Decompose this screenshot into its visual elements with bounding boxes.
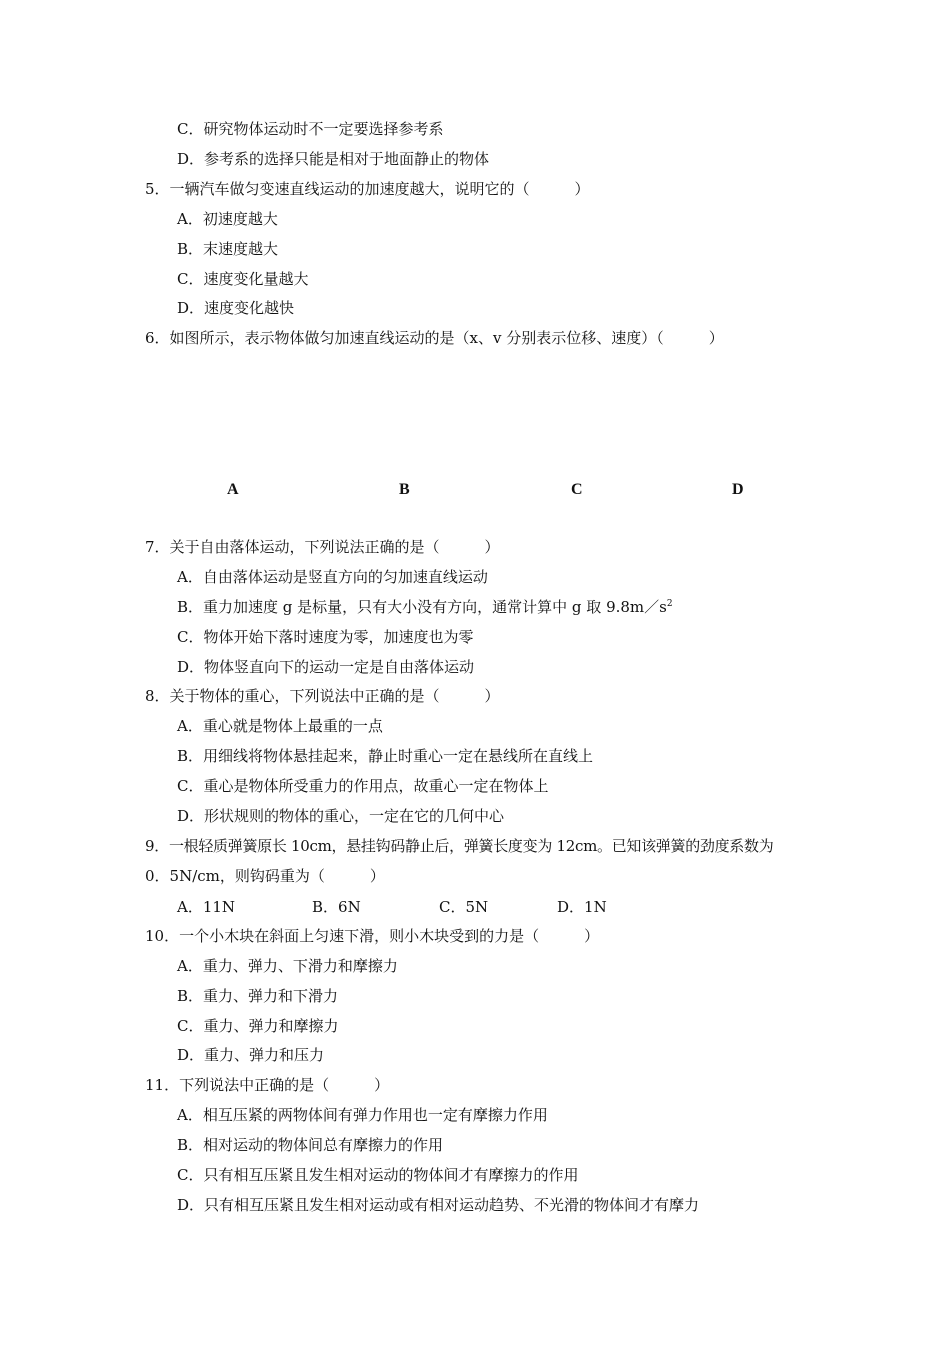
q10-option-c: C．重力、弹力和摩擦力 xyxy=(177,1017,339,1035)
q6-stem: 6．如图所示，表示物体做匀加速直线运动的是（x、v 分别表示位移、速度）（ ） xyxy=(145,329,724,347)
q9-option-b: B．6N xyxy=(312,898,361,916)
q11-option-a: A．相互压紧的两物体间有弹力作用也一定有摩擦力作用 xyxy=(177,1106,548,1124)
q8-option-a: A．重心就是物体上最重的一点 xyxy=(177,717,383,735)
q4-option-c: C．研究物体运动时不一定要选择参考系 xyxy=(177,120,444,138)
q7-option-a: A．自由落体运动是竖直方向的匀加速直线运动 xyxy=(177,568,488,586)
q11-option-c: C．只有相互压紧且发生相对运动的物体间才有摩擦力的作用 xyxy=(177,1166,579,1184)
q7-stem: 7．关于自由落体运动，下列说法正确的是（ ） xyxy=(145,538,500,556)
q4-option-d: D．参考系的选择只能是相对于地面静止的物体 xyxy=(177,150,490,168)
q9-option-c: C．5N xyxy=(439,898,489,916)
q11-stem: 11．下列说法中正确的是（ ） xyxy=(145,1076,390,1094)
q10-stem: 10．一个小木块在斜面上匀速下滑，则小木块受到的力是（ ） xyxy=(145,927,600,945)
q10-option-b: B．重力、弹力和下滑力 xyxy=(177,987,339,1005)
q7-option-d: D．物体竖直向下的运动一定是自由落体运动 xyxy=(177,658,475,676)
q7-option-b-superscript: 2 xyxy=(666,599,673,609)
q6-figure-label-b: B xyxy=(399,481,410,498)
q9-option-d: D．1N xyxy=(557,898,607,916)
q10-option-d: D．重力、弹力和压力 xyxy=(177,1046,325,1064)
q11-option-b: B．相对运动的物体间总有摩擦力的作用 xyxy=(177,1136,444,1154)
q7-option-b-text: B．重力加速度 g 是标量，只有大小没有方向，通常计算中 g 取 9.8m／s xyxy=(177,598,667,616)
q5-option-c: C．速度变化量越大 xyxy=(177,270,309,288)
q7-option-c: C．物体开始下落时速度为零，加速度也为零 xyxy=(177,628,474,646)
q8-option-b: B．用细线将物体悬挂起来，静止时重心一定在悬线所在直线上 xyxy=(177,747,594,765)
q6-figure-label-a: A xyxy=(227,481,239,498)
q5-option-d: D．速度变化越快 xyxy=(177,299,295,317)
q8-option-d: D．形状规则的物体的重心，一定在它的几何中心 xyxy=(177,807,505,825)
q6-figure-label-d: D xyxy=(732,481,744,498)
q5-stem: 5．一辆汽车做匀变速直线运动的加速度越大，说明它的（ ） xyxy=(145,180,590,198)
q9-option-a: A．11N xyxy=(177,898,236,916)
q9-options-row xyxy=(177,897,607,917)
q7-option-b xyxy=(177,597,673,617)
q11-option-d: D．只有相互压紧且发生相对运动或有相对运动趋势、不光滑的物体间才有摩力 xyxy=(177,1196,700,1214)
q6-figure-label-c: C xyxy=(571,481,583,498)
q9-stem-line2: 0．5N/cm，则钩码重为（ ） xyxy=(145,867,385,885)
q8-option-c: C．重心是物体所受重力的作用点，故重心一定在物体上 xyxy=(177,777,549,795)
q9-stem-line1: 9．一根轻质弹簧原长 10cm，悬挂钩码静止后，弹簧长度变为 12cm。已知该弹簧的劲度系数为 xyxy=(145,837,774,855)
q5-option-b: B．末速度越大 xyxy=(177,240,279,258)
q10-option-a: A．重力、弹力、下滑力和摩擦力 xyxy=(177,957,398,975)
q5-option-a: A．初速度越大 xyxy=(177,210,278,228)
q8-stem: 8．关于物体的重心，下列说法中正确的是（ ） xyxy=(145,687,500,705)
